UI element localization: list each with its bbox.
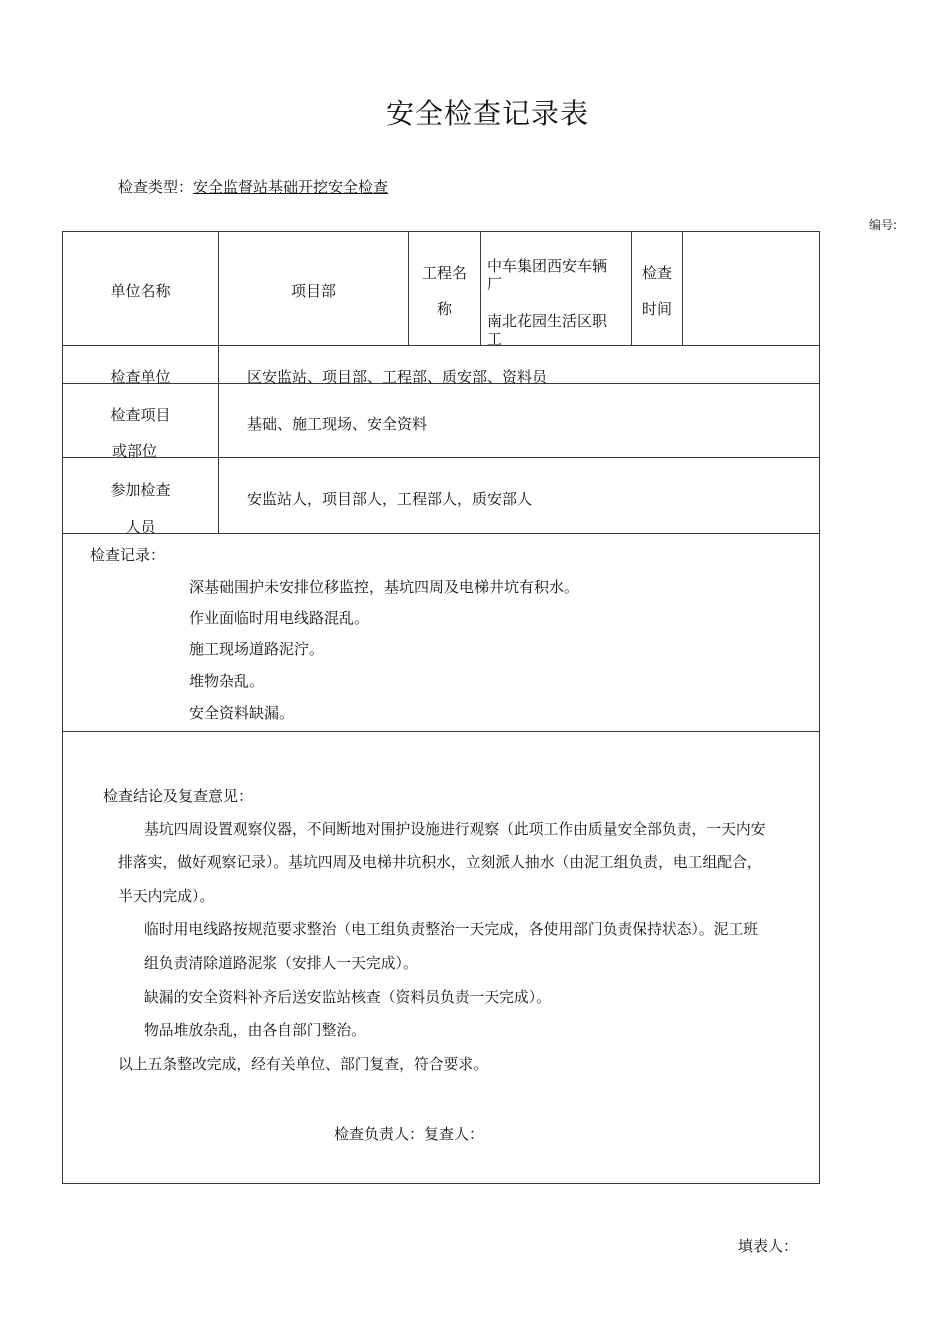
- record-item: 作业面临时用电线路混乱。: [189, 609, 370, 627]
- inspection-type-row: [118, 176, 388, 197]
- records-label: 检查记录：: [90, 546, 166, 564]
- conclusion-line: 以上五条整改完成，经有关单位、部门复查，符合要求。: [118, 1056, 488, 1073]
- column-divider: [480, 231, 481, 345]
- record-item: 施工现场道路泥泞。: [189, 640, 325, 658]
- column-divider: [682, 231, 683, 345]
- table-border-bottom: [62, 1183, 820, 1184]
- column-divider: [408, 231, 409, 345]
- document-title: 安全检查记录表: [385, 97, 589, 130]
- inspection-type-value: 安全监督站基础开挖安全检查: [193, 178, 389, 196]
- column-divider: [631, 231, 632, 345]
- unit-name-label: 单位名称: [110, 282, 171, 300]
- inspecting-unit-label: 检查单位: [110, 368, 171, 386]
- project-name-value-line2: 厂: [487, 275, 503, 293]
- signers-line: 检查负责人：复查人：: [334, 1125, 485, 1143]
- participants-value: 安监站人，项目部人，工程部人，质安部人: [247, 490, 533, 508]
- row-divider: [62, 345, 820, 346]
- column-divider: [218, 231, 219, 533]
- conclusion-label: 检查结论及复查意见：: [103, 787, 254, 805]
- conclusion-line: 临时用电线路按规范要求整治（电工组负责整治一天完成，各使用部门负责保持状态）。泥工班: [144, 921, 759, 938]
- project-name-value-line4: 工: [487, 330, 503, 348]
- conclusion-line: 物品堆放杂乱，由各自部门整治。: [144, 1022, 366, 1039]
- row-divider: [62, 731, 820, 732]
- record-item: 堆物杂乱。: [189, 672, 265, 690]
- participants-label-line1: 参加检查: [110, 481, 171, 499]
- record-item: 安全资料缺漏。: [189, 704, 295, 722]
- participants-label-line2: 人员: [125, 518, 156, 536]
- table-border-right: [819, 231, 820, 1184]
- inspecting-unit-value: 区安监站、项目部、工程部、质安部、资料员: [247, 368, 548, 386]
- inspection-time-label-line2: 时间: [641, 300, 672, 318]
- inspection-item-value: 基础、施工现场、安全资料: [247, 415, 428, 433]
- filler-label: 填表人：: [738, 1237, 799, 1255]
- conclusion-line: 排落实，做好观察记录）。基坑四周及电梯井坑积水，立刻派人抽水（由泥工组负责，电工组配合，: [118, 854, 762, 871]
- project-name-value-line3: 南北花园生活区职: [487, 312, 608, 330]
- record-item: 深基础围护未安排位移监控，基坑四周及电梯井坑有积水。: [189, 578, 580, 596]
- project-name-value-line1: 中车集团西安车辆: [487, 257, 608, 275]
- conclusion-line: 基坑四周设置观察仪器，不间断地对围护设施进行观察（此项工作由质量安全部负责，一天内安: [144, 821, 766, 838]
- conclusion-line: 半天内完成）。: [118, 888, 215, 905]
- inspection-item-label-line2: 或部位: [112, 442, 158, 460]
- project-name-label-line2: 称: [436, 300, 452, 318]
- conclusion-line: 组负责清除道路泥浆（安排人一天完成）。: [144, 955, 418, 972]
- unit-name-value: 项目部: [290, 282, 336, 300]
- inspection-type-label: 检查类型：: [118, 178, 194, 196]
- project-name-label-line1: 工程名: [421, 264, 467, 282]
- serial-number-label: 编号:: [869, 218, 898, 232]
- inspection-time-label-line1: 检查: [641, 264, 672, 282]
- conclusion-line: 缺漏的安全资料补齐后送安监站核查（资料员负责一天完成）。: [144, 989, 551, 1006]
- table-border-top: [62, 231, 820, 232]
- inspection-item-label-line1: 检查项目: [110, 406, 171, 424]
- row-divider: [62, 457, 820, 458]
